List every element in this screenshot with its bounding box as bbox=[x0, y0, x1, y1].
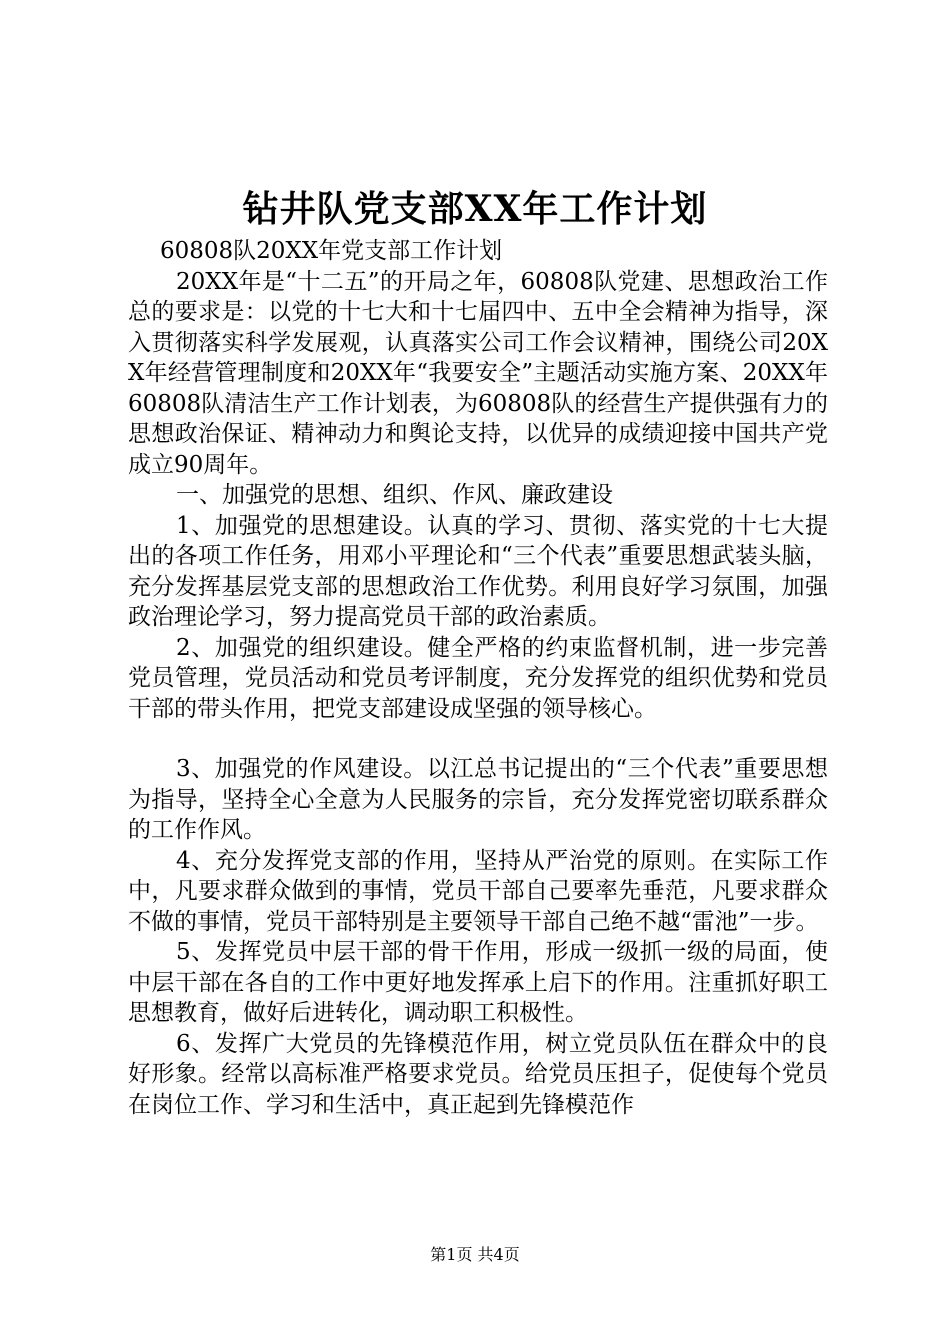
item-paragraph-6: 6、发挥广大党员的先锋模范作用，树立党员队伍在群众中的良好形象。经常以高标准严格要求党员。给党员压担子，促使每个党员在岗位工作、学习和生活中，真正起到先锋模范作 bbox=[128, 1030, 828, 1118]
page-number-footer: 第1页 共4页 bbox=[430, 1245, 520, 1264]
document-body bbox=[128, 236, 828, 1120]
document-title: 钻井队党支部XX年工作计划 bbox=[242, 188, 708, 230]
section-heading: 一、加强党的思想、组织、作风、廉政建设 bbox=[176, 482, 613, 508]
intro-paragraph: 20XX年是“十二五”的开局之年，60808队党建、思想政治工作总的要求是：以党的十七大和十七届四中、五中全会精神为指导，深入贯彻落实科学发展观，认真落实公司工作会议精神，围绕公司20XX年经营管理制度和20XX年“我要安全”主题活动实施方案、20XX年60808队清洁生产工作计划表，为60808队的经营生产提供强有力的思想政治保证、精神动力和舆论支持，以优异的成绩迎接中国共产党成立90周年。 bbox=[128, 268, 828, 478]
subtitle-paragraph: 60808队20XX年党支部工作计划 bbox=[160, 238, 503, 264]
item-paragraph-3: 3、加强党的作风建设。以江总书记提出的“三个代表”重要思想为指导，坚持全心全意为人民服务的宗旨，充分发挥党密切联系群众的工作作风。 bbox=[128, 756, 828, 843]
item-paragraph-5: 5、发挥党员中层干部的骨干作用，形成一级抓一级的局面，使中层干部在各自的工作中更好地发挥承上启下的作用。注重抓好职工思想教育，做好后进转化，调动职工积极性。 bbox=[128, 939, 828, 1026]
item-paragraph-1: 1、加强党的思想建设。认真的学习、贯彻、落实党的十七大提出的各项工作任务，用邓小平理论和“三个代表”重要思想武装头脑，充分发挥基层党支部的思想政治工作优势。利用良好学习氛围，加强政治理论学习，努力提高党员干部的政治素质。 bbox=[128, 512, 828, 630]
item-paragraph-2: 2、加强党的组织建设。健全严格的约束监督机制，进一步完善党员管理，党员活动和党员考评制度，充分发挥党的组织优势和党员干部的带头作用，把党支部建设成坚强的领导核心。 bbox=[128, 634, 828, 722]
item-paragraph-4: 4、充分发挥党支部的作用，坚持从严治党的原则。在实际工作中，凡要求群众做到的事情，党员干部自己要率先垂范，凡要求群众不做的事情，党员干部特别是主要领导干部自己绝不越“雷池”一步。 bbox=[128, 847, 828, 935]
